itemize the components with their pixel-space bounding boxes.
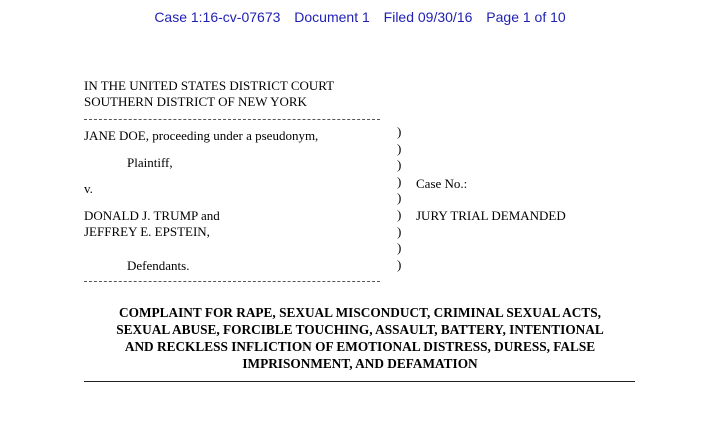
title-underline xyxy=(84,381,635,382)
complaint-title-line-4: IMPRISONMENT, AND DEFAMATION xyxy=(242,356,478,371)
paren: ) xyxy=(397,140,402,156)
plaintiff-role: Plaintiff, xyxy=(127,155,173,170)
case-number: Case 1:16-cv-07673 xyxy=(154,9,281,25)
complaint-title-line-2: SEXUAL ABUSE, FORCIBLE TOUCHING, ASSAULT, BATTERY, INTENTIONAL xyxy=(116,322,604,337)
filed-date: Filed 09/30/16 xyxy=(383,9,473,25)
paren: ) xyxy=(397,124,402,139)
court-line-2: SOUTHERN DISTRICT OF NEW YORK xyxy=(84,94,307,109)
filing-header xyxy=(0,9,720,25)
defendant-role: Defendants. xyxy=(127,258,190,273)
defendant-1: DONALD J. TRUMP and xyxy=(84,208,220,223)
caption-bottom-divider xyxy=(84,281,380,282)
complaint-title xyxy=(60,304,660,372)
caption-parentheses xyxy=(397,124,401,273)
caption-top-divider xyxy=(84,119,380,120)
court-line-1: IN THE UNITED STATES DISTRICT COURT xyxy=(84,78,335,93)
document-number: Document 1 xyxy=(294,9,370,25)
complaint-title-line-1: COMPLAINT FOR RAPE, SEXUAL MISCONDUCT, CRIMINAL SEXUAL ACTS, xyxy=(119,305,601,320)
case-no-label: Case No.: xyxy=(416,176,468,191)
paren: ) xyxy=(397,157,402,173)
defendant-2: JEFFREY E. EPSTEIN, xyxy=(84,224,210,239)
page-indicator: Page 1 of 10 xyxy=(486,9,566,25)
paren: ) xyxy=(397,256,402,272)
versus: v. xyxy=(84,181,93,196)
paren: ) xyxy=(397,190,402,206)
paren: ) xyxy=(397,173,402,189)
paren: ) xyxy=(397,240,402,256)
complaint-title-line-3: AND RECKLESS INFLICTION OF EMOTIONAL DISTRESS, DURESS, FALSE xyxy=(124,339,596,354)
court-name xyxy=(84,78,334,110)
plaintiff-name: JANE DOE, proceeding under a pseudonym, xyxy=(84,128,319,143)
jury-trial-demanded: JURY TRIAL DEMANDED xyxy=(416,208,566,223)
paren: ) xyxy=(397,223,402,239)
paren: ) xyxy=(397,206,402,222)
